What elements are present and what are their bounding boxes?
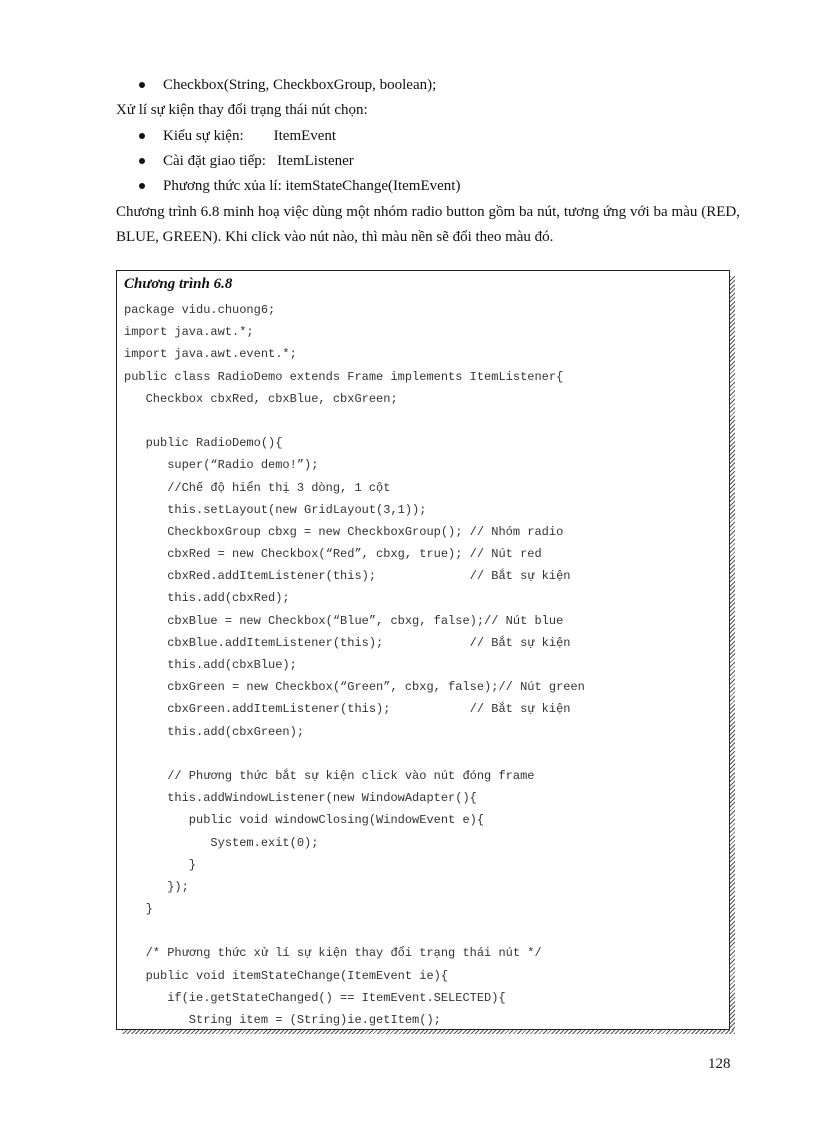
list-item: Phương thức xủa lí: itemStateChange(ItemEvent): [139, 174, 460, 199]
intro-line: Xử lí sự kiện thay đổi trạng thái nút chọn:: [116, 102, 368, 118]
list-item: Cài đặt giao tiếp: ItemListener: [139, 149, 460, 174]
code-line: CheckboxGroup cbxg = new CheckboxGroup(); // Nhóm radio: [124, 524, 564, 539]
bullet-dot-icon: [139, 82, 145, 88]
description-paragraph: Chương trình 6.8 minh hoạ việc dùng một nhóm radio button gồm ba nút, tương ứng với ba màu (RED, BLUE, GREEN). Khi click vào nút nào, thì màu nền sẽ đổi theo màu đó.: [116, 204, 740, 245]
bullet-dot-icon: [139, 158, 145, 164]
code-line: [124, 920, 585, 942]
code-line: }: [124, 857, 197, 872]
code-line: cbxGreen.addItemListener(this); // Bắt sự kiện: [124, 702, 571, 717]
list-item: Kiểu sự kiện: ItemEvent: [139, 124, 460, 149]
code-line: // Phương thức bắt sự kiện click vào nút đóng frame: [124, 768, 535, 783]
code-line: Checkbox cbxRed, cbxBlue, cbxGreen;: [124, 391, 398, 406]
code-line: String item = (String)ie.getItem();: [124, 1013, 441, 1027]
code-line: this.add(cbxBlue);: [124, 658, 297, 672]
code-line: }: [124, 902, 153, 917]
code-line: cbxBlue = new Checkbox(“Blue”, cbxg, false);// Nút blue: [124, 613, 564, 628]
code-line: public void itemStateChange(ItemEvent ie){: [124, 968, 449, 983]
code-line: cbxRed.addItemListener(this); // Bắt sự kiện: [124, 569, 571, 584]
code-line: cbxGreen = new Checkbox(“Green”, cbxg, false);// Nút green: [124, 680, 585, 695]
code-line: cbxBlue.addItemListener(this); // Bắt sự kiện: [124, 635, 571, 650]
bullet-dot-icon: [139, 183, 145, 189]
code-line: public void windowClosing(WindowEvent e){: [124, 813, 485, 828]
page-number: 128: [708, 1056, 731, 1072]
bullet-list-constructors: [139, 73, 436, 98]
code-line: this.add(cbxRed);: [124, 591, 290, 606]
code-line: [124, 410, 585, 432]
code-line: cbxRed = new Checkbox(“Red”, cbxg, true); // Nút red: [124, 547, 542, 562]
code-line: package vidu.chuong6;: [124, 303, 276, 317]
code-line: /* Phương thức xử lí sự kiện thay đổi trạng thái nút */: [124, 946, 542, 961]
bullet-list-events: [139, 124, 460, 199]
code-line: //Chế độ hiển thị 3 dòng, 1 cột: [124, 480, 391, 495]
code-line: public RadioDemo(){: [124, 436, 283, 451]
program-title: Chương trình 6.8: [124, 276, 233, 292]
code-line: });: [124, 879, 189, 894]
code-line: this.addWindowListener(new WindowAdapter(){: [124, 791, 477, 806]
bullet-dot-icon: [139, 133, 145, 139]
code-line: [124, 743, 585, 765]
code-line: if(ie.getStateChanged() == ItemEvent.SELECTED){: [124, 990, 506, 1005]
code-box-shadow-right: [730, 276, 735, 1034]
code-line: this.add(cbxGreen);: [124, 724, 305, 739]
list-item: Checkbox(String, CheckboxGroup, boolean);: [139, 73, 436, 98]
code-line: public class RadioDemo extends Frame implements ItemListener{: [124, 369, 564, 384]
code-line: import java.awt.*;: [124, 325, 254, 340]
code-line: System.exit(0);: [124, 835, 319, 850]
code-line: import java.awt.event.*;: [124, 347, 297, 362]
code-listing: [124, 299, 585, 1031]
code-line: super(“Radio demo!”);: [124, 458, 319, 473]
code-line: this.setLayout(new GridLayout(3,1));: [124, 502, 427, 517]
